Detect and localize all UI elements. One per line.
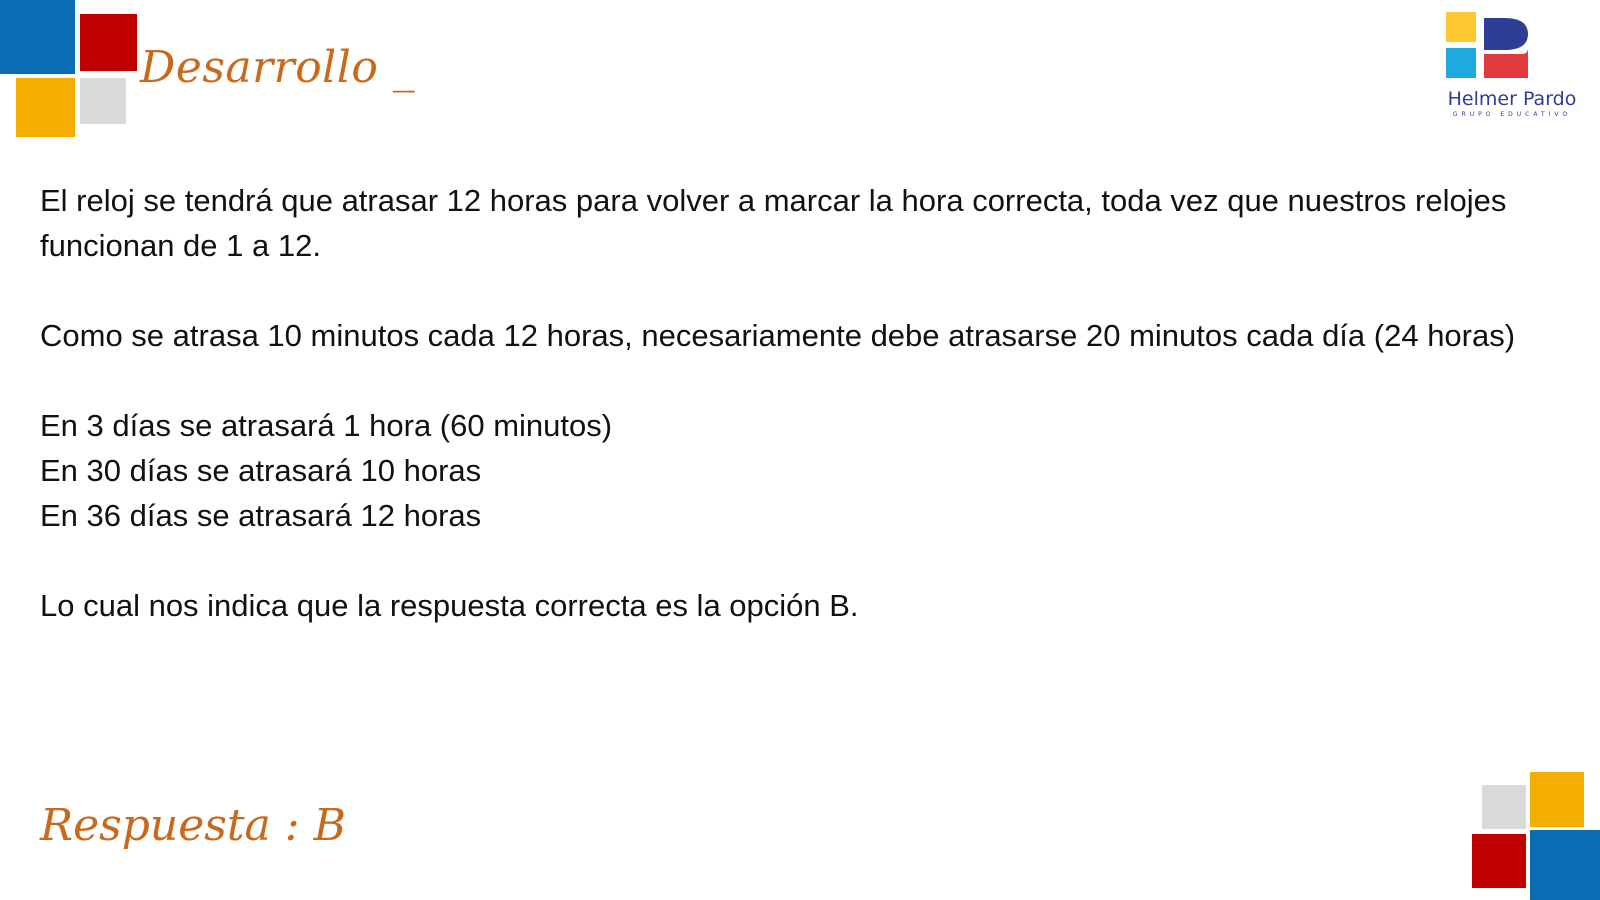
page-title: Desarrollo _ xyxy=(140,42,416,93)
decor-square-gray-top xyxy=(80,78,126,124)
line-item: En 30 días se atrasará 10 horas xyxy=(40,453,482,488)
brand-logo xyxy=(1432,10,1592,122)
paragraph-1: El reloj se tendrá que atrasar 12 horas para volver a marcar la hora correcta, toda vez que nuestros relojes funcionan de 1 a 12. xyxy=(40,183,1507,263)
decor-square-red-top xyxy=(80,14,137,71)
decor-square-blue-top xyxy=(0,0,75,74)
logo-subtitle: GRUPO EDUCATIVO xyxy=(1452,111,1572,118)
line-item: En 3 días se atrasará 1 hora (60 minutos) xyxy=(40,408,613,443)
decor-square-yellow-top xyxy=(16,78,75,137)
decor-square-red-bottom xyxy=(1472,834,1526,888)
decor-square-blue-bottom xyxy=(1530,830,1600,900)
decor-square-gray-bottom xyxy=(1482,785,1526,829)
logo-name: Helmer Pardo xyxy=(1447,88,1577,110)
logo-mark-icon xyxy=(1432,10,1592,90)
decor-square-yellow-bottom xyxy=(1530,772,1584,827)
line-item: En 36 días se atrasará 12 horas xyxy=(40,498,482,533)
solution-text xyxy=(40,178,1560,628)
paragraph-2: Como se atrasa 10 minutos cada 12 horas, necesariamente debe atrasarse 20 minutos cada día (24 horas) xyxy=(40,318,1516,353)
conclusion: Lo cual nos indica que la respuesta correcta es la opción B. xyxy=(40,588,859,623)
answer-label: Respuesta : B xyxy=(40,800,346,851)
